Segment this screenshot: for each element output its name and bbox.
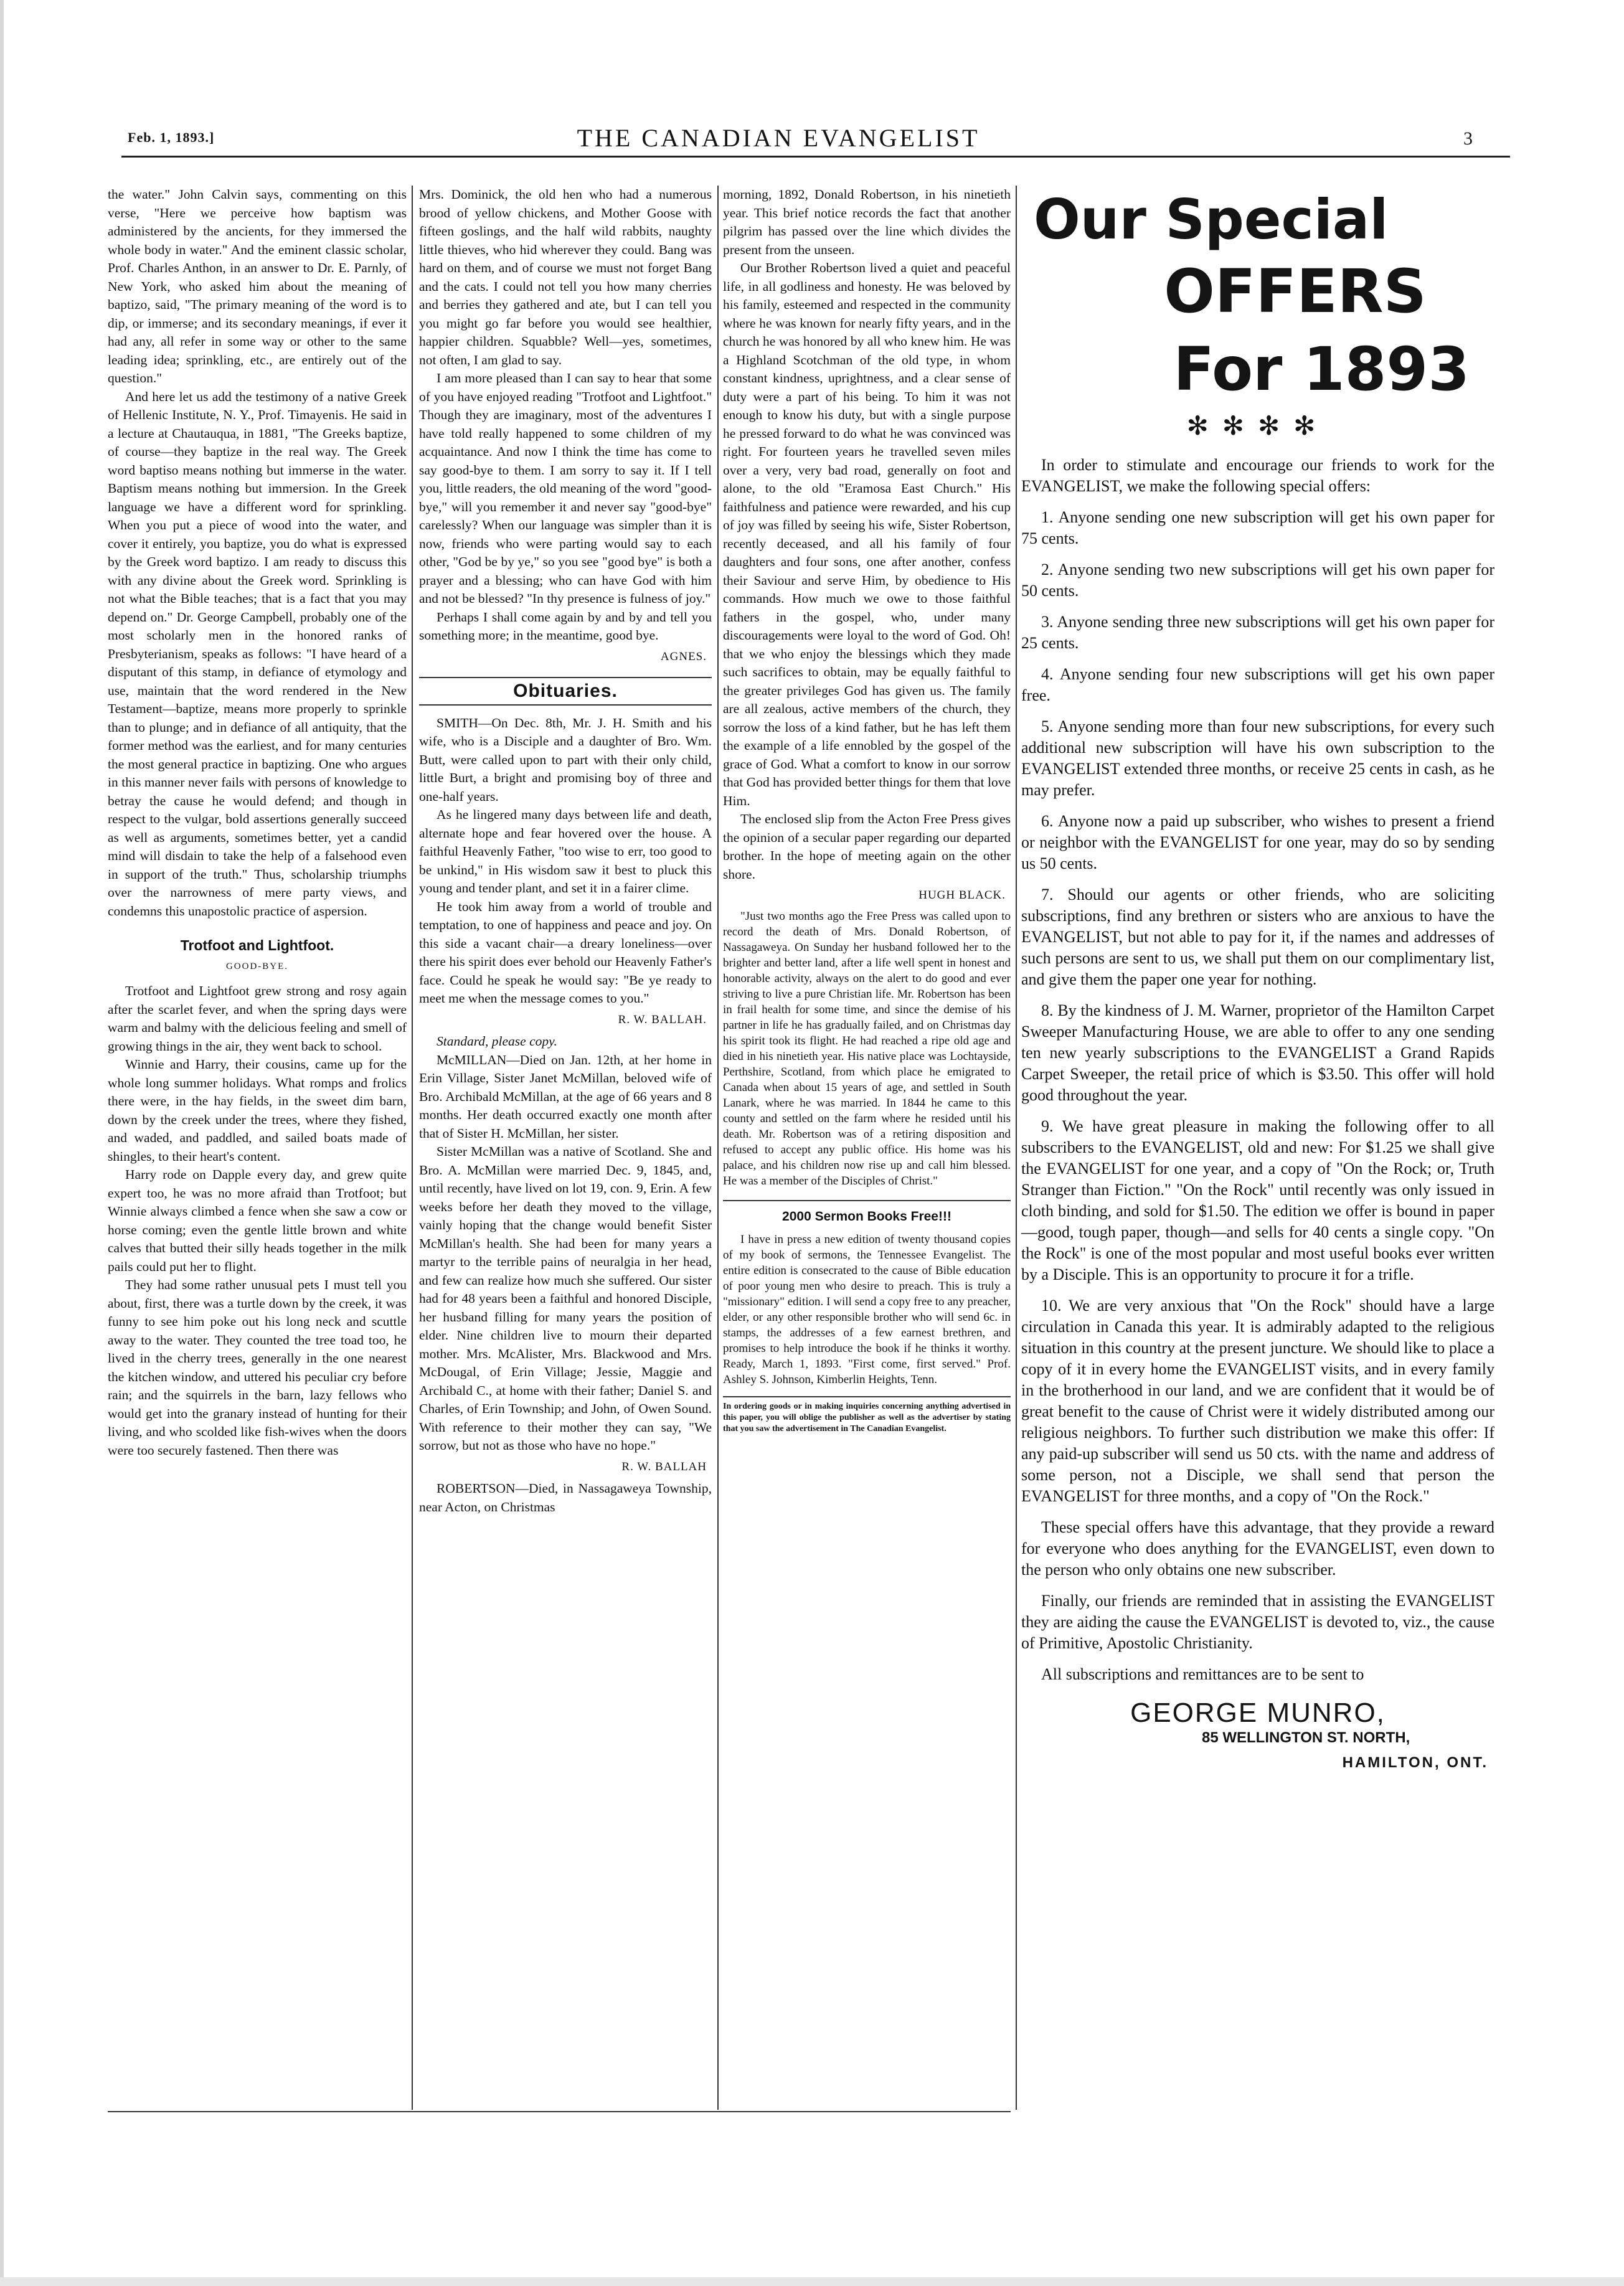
baptism-article-paragraph: the water." John Calvin says, commenting on this verse, "Here we perceive how baptism was administered by the ancients, for they immersed the whole body in water." And the eminent classic scholar, Prof. Charles Anthon, in an answer to Dr. E. Parnly, of New York, who asked him about the meaning of baptizo, said, "The primary meaning of the word is to dip, or immerse; and its secondary meanings, if ever it had any, all refer in some way or other to the same leading idea; sprinkling, etc., are entirely out of the question."	[108, 187, 407, 385]
obituary-paragraph: ROBERTSON—Died, in Nassagaweya Township, near Acton, on Christmas	[419, 1481, 712, 1514]
offers-heading-offers: OFFERS	[1164, 257, 1427, 326]
bottom-rule	[108, 2111, 1011, 2112]
offer-item: 4. Anyone sending four new subscriptions will get his own paper free.	[1021, 665, 1494, 704]
journal-title: THE CANADIAN EVANGELIST	[577, 124, 980, 152]
sermon-books-paragraph: I have in press a new edition of twenty thousand copies of my book of sermons, the Tennessee Evangelist. The entire edition is consecrated to the cause of Bible education of poor young men who desire to preach. This is truly a "missionary" edition. I will send a copy free to any preacher, elder, or any other responsible brother who will send 6c. in stamps, the addresses of a few earnest brethren, and promises to help introduce the book if he thinks it worthy. Ready, March 1, 1893. "First come, first served." Prof. Ashley S. Johnson, Kimberlin Heights, Tenn.	[723, 1233, 1011, 1386]
newspaper-quote: "Just two months ago the Free Press was called upon to record the death of Mrs. Donald Robertson, of Nassagaweya. On Sunday her husband followed her to the brighter and better land, after a life well spent in honest and honorable activity, always on the alert to do good and ever striving to live a pure Christian life. Mr. Robertson has been in frail health for some time, and since the demise of his partner in life he has gradually failed, and on Christmas day his spirit took its flight. He had reached a ripe old age and died in his ninetieth year. His native place was Lochtayside, Perthshire, Scotland, from which place he emigrated to Canada when about 15 years of age, and settled in South Lanark, where he was married. In 1844 he came to this county and settled on the farm where he resided until his death. Mr. Robertson was of a retiring disposition and refused to accept any public office. His home was his palace, and his children now rise up and call him blessed. He was a member of the Disciples of Christ."	[723, 909, 1011, 1188]
author-signature: AGNES.	[660, 649, 707, 663]
story-paragraph: Perhaps I shall come again by and by and tell you something more; in the meantime, good bye.	[419, 609, 712, 643]
story-subtitle: GOOD-BYE.	[225, 961, 289, 971]
story-paragraph: Harry rode on Dapple every day, and grew quite expert too, he was no more afraid than Trotfoot; but Winnie always climbed a fence when she saw a cow or horse coming; even the gentle little brown and white calves that butted their silly heads together in the milk pails could put her to flight.	[108, 1167, 407, 1274]
offer-item: 9. We have great pleasure in making the following offer to all subscribers to the EVANGELIST, old and new: For $1.25 we shall give the EVANGELIST for one year, and a copy of "On the Rock; or, Truth Stranger than Fiction." "On the Rock" until recently was only issued in cloth binding, and sold for $1.50. The edition we offer is bound in paper—good, tough paper, though—and sells for 40 cents a single copy. "On the Rock" is one of the most popular and most useful books ever written by a Disciple. This is an opportunity to procure it for a trifle.	[1021, 1117, 1494, 1283]
story-paragraph: Winnie and Harry, their cousins, came up for the whole long summer holidays. What romps and frolics there were, in the hay fields, in the sweet dim barn, down by the creek under the trees, where they fished, and waded, and paddled, and sailed boats made of shingles, to their heart's content.	[108, 1057, 407, 1164]
baptism-article-paragraph: And here let us add the testimony of a native Greek of Hellenic Institute, N. Y., Prof. Timayenis. He said in a lecture at Chautauqua, in 1881, "The Greeks baptize, of course—they baptize in the real way. The Greek word baptiso means nothing but immerse in the water. Baptism means nothing but immersion. In the Greek language we have a different word for sprinkling. When you put a piece of wood into the water, and cover it entirely, you baptize, you do what is expressed by the Greek word baptizo. I am ready to discuss this with any divine about the Greek word. Sprinkling is not what the Bible teaches; that is a fact that you may depend on." Dr. George Campbell, probably one of the most scholarly men in the honored ranks of Presbyterianism, speaks as follows: "I have heard of a disputant of this stamp, in defiance of etymology and use, maintain that the word rendered in the New Testament—baptize, means more properly to sprinkle than to plunge; and in defiance of all antiquity, that the former method was the earliest, and for many centuries the most general practice in baptizing. One who argues in this manner never fails with persons of knowledge to betray the cause he would defend; and though in respect to the vulgar, bold assertions generally succeed as well as arguments, sometimes better, yet a candid mind will disdain to take the help of a falsehood even in support of the truth." Thus, scholarship triumphs over the narrowness of mere party views, and condemns this unapostolic practice of aspersion.	[108, 389, 407, 919]
special-offers-column	[1021, 186, 1494, 1774]
column-3	[723, 186, 1011, 1435]
asterism-ornament: ✻✻✻✻	[1186, 412, 1329, 441]
obituaries-heading: Obituaries.	[419, 677, 712, 706]
offers-closing: Finally, our friends are reminded that in assisting the EVANGELIST they are aiding the cause the EVANGELIST is devoted to, viz., the cause of Primitive, Apostolic Christianity.	[1021, 1592, 1494, 1652]
obituary-paragraph: SMITH—On Dec. 8th, Mr. J. H. Smith and his wife, who is a Disciple and a daughter of Bro. Wm. Butt, were called upon to part with their only child, little Burt, a bright and promising boy of three and one-half years.	[419, 715, 712, 804]
obituary-paragraph: McMILLAN—Died on Jan. 12th, at her home in Erin Village, Sister Janet McMillan, beloved wife of Bro. Archibald McMillan, at the age of 66 years and 8 months. Her death occurred exactly one month after that of Sister H. McMillan, her sister.	[419, 1052, 712, 1141]
offers-heading-year: For 1893	[1173, 334, 1470, 404]
obituary-paragraph: The enclosed slip from the Acton Free Press gives the opinion of a secular paper regarding our departed brother. In the hope of meeting again on the other shore.	[723, 811, 1011, 882]
sermon-books-heading: 2000 Sermon Books Free!!!	[723, 1200, 1011, 1226]
column-divider	[412, 186, 413, 2110]
offer-item: 6. Anyone now a paid up subscriber, who wishes to present a friend or neighbor with the EVANGELIST for one year, may do so by sending us 50 cents.	[1021, 812, 1494, 872]
column-divider	[1016, 186, 1017, 2110]
offer-item: 2. Anyone sending two new subscriptions will get his own paper for 50 cents.	[1021, 560, 1494, 600]
obituary-paragraph: Our Brother Robertson lived a quiet and peaceful life, in all godliness and honesty. He was beloved by his family, esteemed and respected in the community where he was known for nearly fifty years, and in the church he was honored by all who knew him. He was a Highland Scotchman of the old type, in whom constant kindness, uprightness, and a clear sense of duty were a part of his being. To him it was not enough to know his duty, but with a single purpose he pressed forward to do what he was convinced was right. For fourteen years he travelled seven miles over a very, very bad road, generally on foot and alone, to the old "Eramosa East Church." His faithfulness and patience were rewarded, and his cup of joy was filled by seeing his wife, Sister Robertson, recently deceased, and all his family of four daughters and four sons, one after another, confess their Saviour and serve Him, by obedience to His commands. How much we owe to those faithful fathers in the gospel, who, under many discouragements were loyal to the word of God. Oh! that we who enjoy the blessings which they made such sacrifices to obtain, may be equally faithful to the greater privileges God has given us. The family are all zealous, active members of the church, they sorrow the loss of a kind father, but he has left them the example of a life ennobled by the gospel of the grace of God. What a comfort to know in our sorrow that God has provided better things for them that love Him.	[723, 260, 1011, 808]
publisher-city: HAMILTON, ONT.	[1342, 1754, 1488, 1771]
story-title: Trotfoot and Lightfoot.	[180, 937, 334, 953]
page-number: 3	[1463, 128, 1473, 149]
issue-date: Feb. 1, 1893.]	[128, 130, 215, 145]
offer-item: 5. Anyone sending more than four new subscriptions, for every such additional new subscription will have his own subscription to the EVANGELIST extended three months, or receive 25 cents in cash, as he may prefer.	[1021, 717, 1494, 799]
author-signature: R. W. BALLAH	[621, 1460, 707, 1473]
offers-closing: All subscriptions and remittances are to be sent to	[1041, 1665, 1364, 1683]
obituary-paragraph: Sister McMillan was a native of Scotland. She and Bro. A. McMillan were married Dec. 9, 1845, and, until recently, have lived on lot 19, con. 9, Erin. A few weeks before her death they moved to the village, vainly hoping that the change would benefit Sister McMillan's health. She had been for many years a martyr to the terrible pains of neuralgia in her head, and few can realize how much she suffered. Our sister had for 48 years been a faithful and honored Disciple, her husband filling for many years the position of elder. Nine children live to mourn their departed mother. Mrs. McAlister, Mrs. Blackwood and Mrs. McDougal, of Erin Village; Jessie, Maggie and Archibald C., at home with their father; Daniel S. and Charles, of Erin Township; and John, of Owen Sound. With reference to their mother they can say, "We sorrow, but not as those who have no hope."	[419, 1144, 712, 1453]
author-signature: R. W. BALLAH.	[618, 1013, 707, 1026]
offers-closing: These special offers have this advantage, that they provide a reward for everyone who does anything for the EVANGELIST, even down to the person who only obtains one new subscriber.	[1021, 1518, 1494, 1579]
offer-item: 3. Anyone sending three new subscriptions will get his own paper for 25 cents.	[1021, 613, 1494, 652]
offer-item: 1. Anyone sending one new subscription will get his own paper for 75 cents.	[1021, 508, 1494, 547]
offer-item: 7. Should our agents or other friends, who are soliciting subscriptions, find any brethren or sisters who are anxious to have the EVANGELIST, but not able to pay for it, if the names and addresses of such persons are sent to us, we shall put them on our complimentary list, and give them the paper one year for nothing.	[1021, 886, 1494, 988]
obituary-note: Standard, please copy.	[437, 1034, 557, 1049]
advertiser-note: In ordering goods or in making inquiries concerning anything advertised in this paper, you will oblige the publisher as well as the advertiser by stating that you saw the advertisement in The Canadian Evangelist.	[723, 1396, 1011, 1435]
story-paragraph: I am more pleased than I can say to hear that some of you have enjoyed reading "Trotfoot and Lightfoot." Though they are imaginary, most of the adventures I have told really happened to some children of my acquaintance. And now I think the time has come to say good-bye to them. I am sorry to say it. If I tell you, little readers, the old meaning of the word "good-bye," will you remember it and never say "good-bye" carelessly? When our language was simpler than it is now, friends who were parting would say to each other, "God be by ye," so you see "good bye" is both a prayer and a blessing; who can have God with him and not be blessed? "In thy presence is fulness of joy."	[419, 371, 712, 606]
story-paragraph: Mrs. Dominick, the old hen who had a numerous brood of yellow chickens, and Mother Goose with fifteen goslings, and the half wild rabbits, naughty little thieves, who hid wherever they could. Bang was hard on them, and of course we must not forget Bang and the cats. I could not tell you how many cherries and berries they gathered and ate, but I can tell you you might go far before you would see healthier, happier children. Squabble? Well—yes, sometimes, not often, I am glad to say.	[419, 187, 712, 367]
obituary-paragraph: He took him away from a world of trouble and temptation, to one of happiness and peace and joy. On this side a vacant chair—a dreary loneliness—over there his spirit does ever behold our Heavenly Father's face. Could he speak he would say: "Be ye ready to meet me when the message comes to you."	[419, 899, 712, 1006]
offers-intro: In order to stimulate and encourage our friends to work for the EVANGELIST, we make the following special offers:	[1021, 456, 1494, 495]
obituary-paragraph: As he lingered many days between life and death, alternate hope and fear hovered over the house. A faithful Heavenly Father, "too wise to err, too good to be unkind," in His wisdom saw it best to pluck this young and tender plant, and set it in a fairer clime.	[419, 807, 712, 895]
scan-bottom-edge	[0, 2277, 1624, 2286]
story-paragraph: They had some rather unusual pets I must tell you about, first, there was a turtle down by the creek, it was funny to see him poke out his long neck and scuttle away to the water. They counted the tree toad too, he lived in the cherry trees, generally in the one nearest the kitchen window, and uttered his peculiar cry before rain; and the squirrels in the barn, lazy fellows who would get into the granary instead of hunting for their living, and who scolded like fish-wives when the doors were too securely fastened. Then there was	[108, 1277, 407, 1458]
offer-item: 8. By the kindness of J. M. Warner, proprietor of the Hamilton Carpet Sweeper Manufacturing House, we are able to offer to any one sending ten new yearly subscriptions to the EVANGELIST a Grand Rapids Carpet Sweeper, the retail price of which is $3.50. This offer will hold good throughout the year.	[1021, 1001, 1494, 1104]
masthead-rule	[121, 156, 1510, 158]
column-divider	[717, 186, 719, 2110]
scan-edge	[0, 0, 4, 2286]
story-paragraph: Trotfoot and Lightfoot grew strong and rosy again after the scarlet fever, and when the spring days were warm and balmy with the delicious feeling and smell of growing things in the air, they went back to school.	[108, 983, 407, 1054]
column-2	[419, 186, 712, 1516]
publisher-name: GEORGE MUNRO,	[1130, 1698, 1386, 1728]
offer-item: 10. We are very anxious that "On the Rock" should have a large circulation in Canada this year. It is admirably adapted to the religious situation in this country at the present juncture. We should like to place a copy of it in every home the EVANGELIST visits, and in every family in the brotherhood in our land, and we are confident that it would be of great benefit to the cause of Christ were it widely distributed among our religious neighbors. To further such distribution we make this offer: If any paid-up subscriber will send us 50 cts. with the name and address of some person, not a Disciple, we shall send that person the EVANGELIST for three months, and a copy of "On the Rock."	[1021, 1297, 1494, 1505]
newspaper-page	[59, 81, 1498, 2136]
offers-heading-our-special: Our Special	[1034, 187, 1389, 252]
author-signature: HUGH BLACK.	[918, 889, 1006, 902]
column-1	[108, 186, 407, 1460]
publisher-street: 85 WELLINGTON ST. NORTH,	[1202, 1729, 1410, 1746]
obituary-paragraph: morning, 1892, Donald Robertson, in his ninetieth year. This brief notice records the fact that another pilgrim has passed over the line which divides the present from the unseen.	[723, 187, 1011, 257]
masthead	[59, 123, 1498, 161]
